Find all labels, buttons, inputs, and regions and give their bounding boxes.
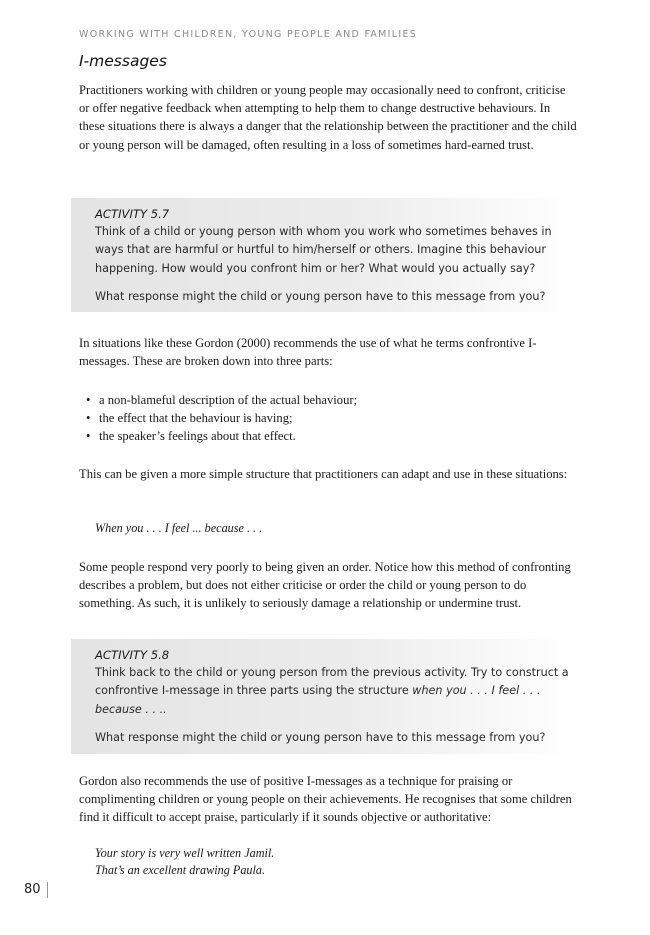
- activity-body: Think of a child or young person with whom you work who sometimes behaves in ways that are harmful or hurtful to him/herself or others. Imagine this behaviour happening. How would you confront him or her? What would you actually say?: [95, 225, 552, 275]
- intro-paragraph: Practitioners working with children or young people may occasionally need to confront, criticise or offer negative feedback when attempting to help them to change destructive behaviours. In these situations there is always a danger that the relationship between the practitioner and the child or young person will be damaged, often resulting in a loss of sometimes hard-earned trust.: [79, 83, 577, 152]
- example-quote: Your story is very well written Jamil.: [95, 846, 275, 860]
- activity-body-emphasis: when you . . . I feel . . . because . . ..: [95, 684, 541, 716]
- running-head: WORKING WITH CHILDREN, YOUNG PEOPLE AND FAMILIES: [79, 29, 418, 40]
- bullet-icon: •: [86, 429, 91, 444]
- activity-box-5-8: [71, 639, 576, 754]
- bullet-icon: •: [86, 411, 91, 426]
- activity-title: ACTIVITY 5.8: [95, 648, 170, 662]
- activity-box-5-7: [71, 198, 576, 312]
- order-paragraph: Some people respond very poorly to being given an order. Notice how this method of confronting describes a problem, but does not either criticise or order the child or young person to do something. As such, it is unlikely to seriously damage a relationship or undermine trust.: [79, 560, 571, 611]
- list-item: [86, 427, 357, 445]
- list-item-text: a non-blameful description of the actual behaviour;: [99, 393, 358, 407]
- activity-question: What response might the child or young person have to this message from you?: [95, 730, 546, 744]
- bullet-icon: •: [86, 393, 91, 407]
- example-quote: That’s an excellent drawing Paula.: [95, 863, 266, 877]
- list-item-text: the speaker’s feelings about that effect.: [99, 429, 296, 444]
- page-number-divider: [47, 882, 48, 898]
- bullet-list: [86, 391, 357, 446]
- structure-example: When you . . . I feel ... because . . .: [95, 521, 263, 535]
- activity-body-text: Think back to the child or young person from the previous activity. Try to construct a confrontive I-message in three parts using the structure: [95, 666, 569, 698]
- list-item-text: the effect that the behaviour is having;: [99, 411, 293, 426]
- positive-paragraph: Gordon also recommends the use of positive I-messages as a technique for praising or complimenting children or young people on their achievements. He recognises that some children find it difficult to accept praise, particularly if it sounds objective or authoritative:: [79, 774, 572, 825]
- section-title: I-messages: [79, 52, 167, 70]
- activity-title: ACTIVITY 5.7: [95, 207, 170, 221]
- gordon-paragraph: In situations like these Gordon (2000) recommends the use of what he terms confrontive I-messages. These are broken down into three parts:: [79, 336, 537, 369]
- list-item: [86, 391, 357, 409]
- page-number: 80: [24, 882, 41, 897]
- list-item: [86, 409, 357, 427]
- structure-paragraph: This can be given a more simple structure that practitioners can adapt and use in these situations:: [79, 467, 568, 481]
- activity-body: [95, 664, 576, 719]
- activity-question: What response might the child or young person have to this message from you?: [95, 289, 546, 303]
